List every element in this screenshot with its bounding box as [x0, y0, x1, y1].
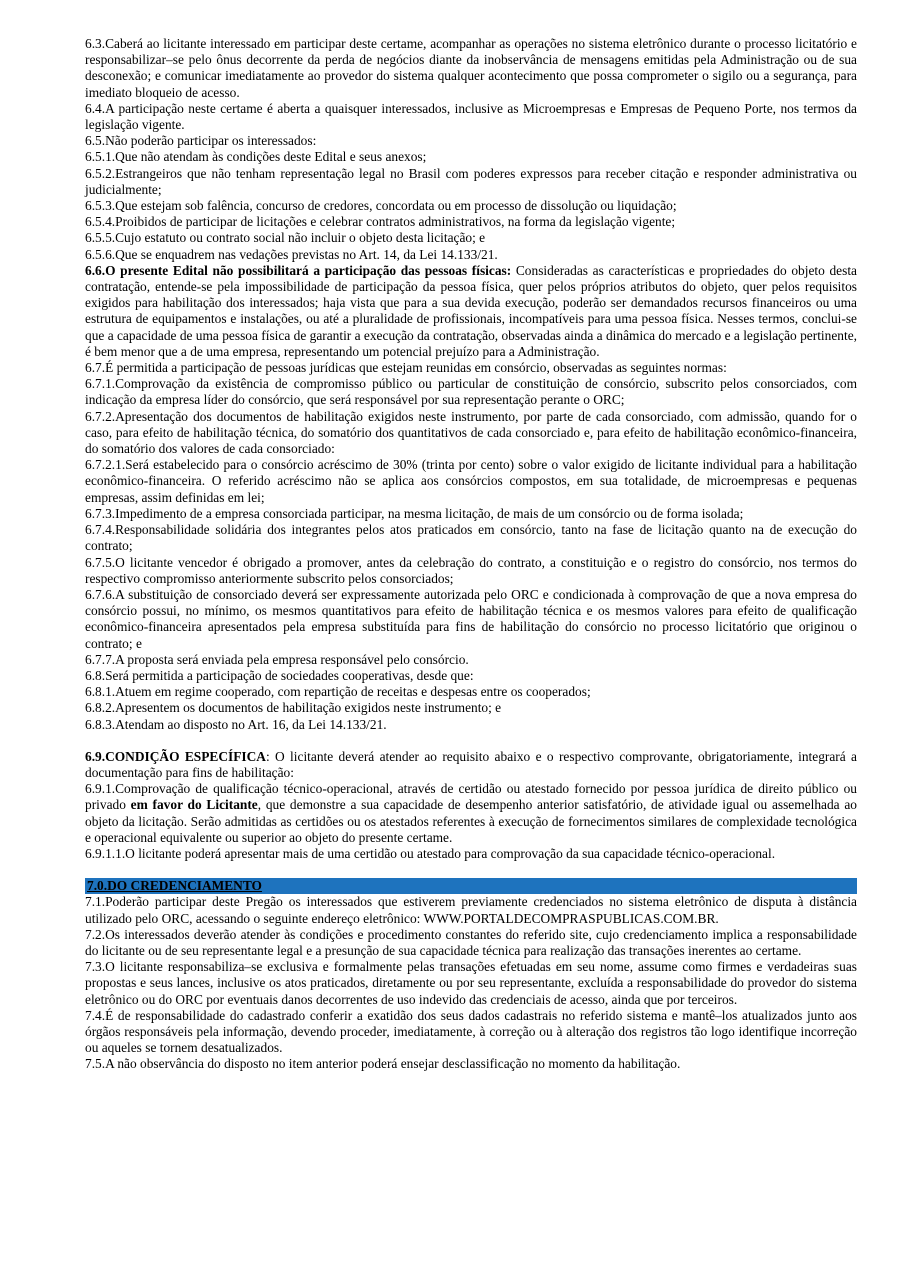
section-7-heading: 7.0.DO CREDENCIAMENTO — [85, 878, 857, 894]
paragraph-6-7-2: 6.7.2.Apresentação dos documentos de habilitação exigidos neste instrumento, por parte de cada consorciado, com admissão, quando for o caso, para efeito de habilitação técnica, do somatório dos quantitativos de cada consorciado e, para efeito de habilitação econômico-financeira, do somatório dos valores de cada consorciado: — [85, 408, 857, 457]
spacer — [85, 862, 857, 878]
paragraph-6-7-4: 6.7.4.Responsabilidade solidária dos integrantes pelos atos praticados em consórcio, tanto na fase de licitação quanto na de execução do contrato; — [85, 522, 857, 554]
paragraph-6-5-5: 6.5.5.Cujo estatuto ou contrato social não incluir o objeto desta licitação; e — [85, 230, 486, 246]
paragraph-6-7-7: 6.7.7.A proposta será enviada pela empresa responsável pelo consórcio. — [85, 651, 469, 667]
paragraph-6-9 — [85, 749, 857, 781]
paragraph-6-7-6: 6.7.6.A substituição de consorciado deverá ser expressamente autorizada pelo ORC e condicionada à comprovação de que a nova empresa do consórcio possui, no mínimo, os mesmos quantitativos para efeito de habilitação técnica e os mesmos valores para efeito de qualificação econômico-financeira apresentados pela empresa substituída para fins de habilitação do consórcio no processo licitatório que originou o contrato; e — [85, 586, 857, 651]
paragraph-6-3: 6.3.Caberá ao licitante interessado em participar deste certame, acompanhar as operações no sistema eletrônico durante o processo licitatório e responsabilizar–se pelo ônus decorrente da perda de negócios diante da inobservância de mensagens emitidas pela Administração ou de sua desconexão; e comunicar imediatamente ao provedor do sistema qualquer acontecimento que possa comprometer o sigilo ou a segurança, para imediato bloqueio de acesso. — [85, 36, 857, 100]
paragraph-6-9-1-part-a: 6.9.1.Comprovação de qualificação técnico-operacional, através de certidão ou atestado fornecido por pessoa jurídica de direito público ou privado — [85, 781, 857, 813]
document-page — [85, 36, 857, 1073]
paragraph-6-5-6: 6.5.6.Que se enquadrem nas vedações previstas no Art. 14, da Lei 14.133/21. — [85, 246, 498, 262]
paragraph-7-4: 7.4.É de responsabilidade do cadastrado conferir a exatidão dos seus dados cadastrais no referido sistema e mantê–los atualizados junto aos órgãos responsáveis pela informação, devendo proceder, imediatamente, à correção ou à alteração dos registros tão logo identifique incorreção ou aqueles se tornem desatualizados. — [85, 1007, 857, 1056]
paragraph-6-7-3: 6.7.3.Impedimento de a empresa consorciada participar, na mesma licitação, de mais de um consórcio ou de forma isolada; — [85, 505, 744, 521]
paragraph-6-6-body: Consideradas as características e propriedades do objeto desta contratação, entende-se pela impossibilidade de participação da pessoa física, quer pelos próprios atributos do objeto, quer pelos requisitos exigidos para habilitação dos interessados; haja vista que para a sua devida execução, poderão ser demandados recursos financeiros ou uma estrutura de equipamentos e instalações, ou até a pluralidade de profissionais, incompatíveis para uma pessoa física. Nesses termos, conclui-se que a capacidade de uma pessoa física de garantir a execução da contratação, observadas ainda a dinâmica do mercado e a legislação pertinente, é bem menor que a de uma empresa, representando um potencial prejuízo para a Administração. — [85, 262, 857, 359]
paragraph-6-8: 6.8.Será permitida a participação de sociedades cooperativas, desde que: — [85, 667, 474, 683]
paragraph-6-5-1: 6.5.1.Que não atendam às condições deste Edital e seus anexos; — [85, 149, 427, 165]
paragraph-6-5-4: 6.5.4.Proibidos de participar de licitações e celebrar contratos administrativos, na forma da legislação vigente; — [85, 214, 676, 230]
paragraph-7-1: 7.1.Poderão participar deste Pregão os interessados que estiverem previamente credenciados no sistema eletrônico de disputa à distância utilizado pelo ORC, acessando o seguinte endereço eletrônico: WWW.PORTALDECOMPRASPUBLICAS.COM.BR. — [85, 894, 857, 926]
paragraph-6-5-3: 6.5.3.Que estejam sob falência, concurso de credores, concordata ou em processo de dissolução ou liquidação; — [85, 198, 677, 214]
paragraph-6-8-3: 6.8.3.Atendam ao disposto no Art. 16, da Lei 14.133/21. — [85, 716, 387, 732]
paragraph-6-9-heading: 6.9.CONDIÇÃO ESPECÍFICA — [85, 748, 266, 764]
paragraph-6-7-5: 6.7.5.O licitante vencedor é obrigado a promover, antes da celebração do contrato, a constituição e o registro do consórcio, nos termos do respectivo compromisso anteriormente subscrito pelos consorciados; — [85, 554, 857, 586]
paragraph-6-5-2: 6.5.2.Estrangeiros que não tenham representação legal no Brasil com poderes expressos para receber citação e responder administrativa ou judicialmente; — [85, 165, 857, 197]
paragraph-6-7-2-1: 6.7.2.1.Será estabelecido para o consórcio acréscimo de 30% (trinta por cento) sobre o valor exigido de licitante individual para a habilitação econômico-financeira. O referido acréscimo não se aplica aos consórcios compostos, em sua totalidade, de microempresas e pequenas empresas, assim definidas em lei; — [85, 457, 857, 505]
paragraph-6-7: 6.7.É permitida a participação de pessoas jurídicas que estejam reunidas em consórcio, observadas as seguintes normas: — [85, 360, 727, 376]
paragraph-7-5: 7.5.A não observância do disposto no item anterior poderá ensejar desclassificação no momento da habilitação. — [85, 1056, 681, 1072]
paragraph-6-9-1-part-b: , que demonstre a sua capacidade de desempenho anterior satisfatório, de atividade igual ou assemelhada ao objeto da licitação. Serão admitidas as certidões ou os atestados referentes à execução de fornecimentos similares de complexidade tecnológica e operacional equivalente ou superior ao objeto do presente certame. — [85, 797, 857, 845]
paragraph-7-3: 7.3.O licitante responsabiliza–se exclusiva e formalmente pelas transações efetuadas em seu nome, assume como firmes e verdadeiras suas propostas e seus lances, inclusive os atos praticados, diretamente ou por seu representante, excluída a responsabilidade do provedor do sistema eletrônico ou do ORC por eventuais danos decorrentes de uso indevido das credenciais de acesso, ainda que por terceiros. — [85, 959, 857, 1007]
paragraph-6-4: 6.4.A participação neste certame é aberta a quaisquer interessados, inclusive as Microempresas e Empresas de Pequeno Porte, nos termos da legislação vigente. — [85, 100, 857, 133]
paragraph-6-5: 6.5.Não poderão participar os interessados: — [85, 133, 317, 149]
paragraph-6-9-1 — [85, 781, 857, 846]
paragraph-6-8-1: 6.8.1.Atuem em regime cooperado, com repartição de receitas e despesas entre os cooperados; — [85, 684, 591, 700]
paragraph-6-7-1: 6.7.1.Comprovação da existência de compromisso público ou particular de constituição de consórcio, subscrito pelos consorciados, com indicação da empresa líder do consórcio, que será responsável por sua representação perante o ORC; — [85, 376, 857, 408]
paragraph-6-9-1-bold: em favor do Licitante — [130, 797, 258, 813]
paragraph-6-6-heading: 6.6.O presente Edital não possibilitará a participação das pessoas físicas: — [85, 262, 512, 278]
paragraph-7-2: 7.2.Os interessados deverão atender às condições e procedimento constantes do referido site, cujo credenciamento implica a responsabilidade do licitante ou de seu representante legal e a presunção de sua capacidade técnica para realização das transações inerentes ao certame. — [85, 926, 857, 958]
paragraph-6-9-body: : O licitante deverá atender ao requisito abaixo e o respectivo comprovante, obrigatoriamente, integrará a documentação para fins de habilitação: — [85, 748, 857, 780]
paragraph-6-8-2: 6.8.2.Apresentem os documentos de habilitação exigidos neste instrumento; e — [85, 700, 502, 716]
paragraph-6-9-1-1: 6.9.1.1.O licitante poderá apresentar mais de uma certidão ou atestado para comprovação da sua capacidade técnico-operacional. — [85, 845, 776, 861]
spacer — [85, 733, 857, 749]
paragraph-6-6 — [85, 263, 857, 360]
